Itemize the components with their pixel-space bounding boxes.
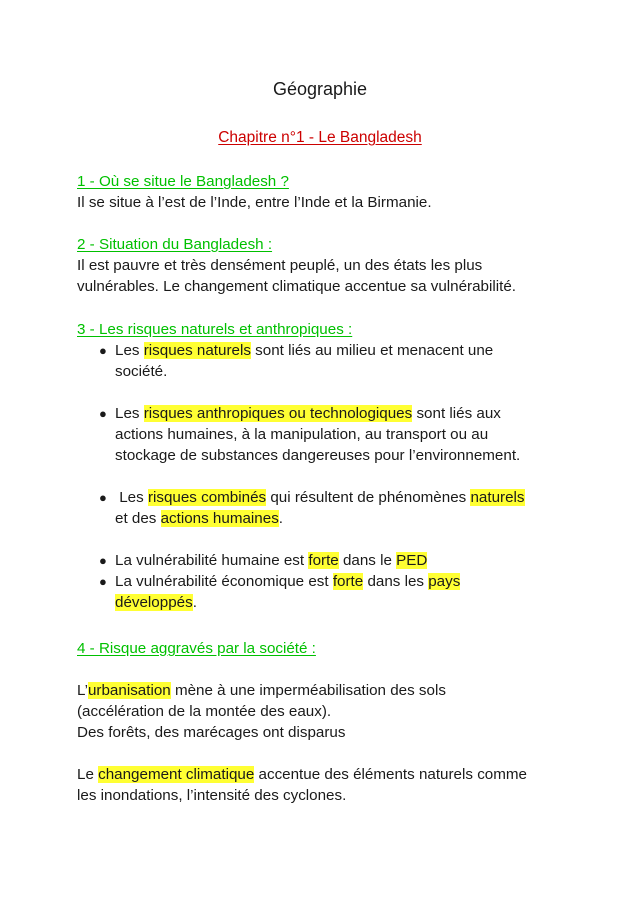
highlight: changement climatique [98,766,255,783]
bullet-icon: ● [99,490,107,505]
text-line: les inondations, l’intensité des cyclones. [77,787,347,804]
page-title: Géographie [272,79,368,99]
text-line: société. [115,363,168,380]
bullet-icon: ● [99,574,107,589]
text-fragment: La vulnérabilité humaine est [115,552,309,569]
text-fragment: qui résultent de phénomènes [266,489,471,506]
highlight: risques anthropiques ou technologiques [143,405,413,422]
section-2-heading: 2 - Situation du Bangladesh : [77,236,273,253]
text-line: stockage de substances dangereuses pour l’environnement. [115,447,521,464]
text-fragment: L’ [77,682,88,699]
bullet-icon: ● [99,343,107,358]
text-fragment: dans le [338,552,397,569]
chapter-title: Chapitre n°1 - Le Bangladesh [218,129,422,146]
section-2-line-2: vulnérables. Le changement climatique accentue sa vulnérabilité. [77,278,517,295]
section-1-heading: 1 - Où se situe le Bangladesh ? [77,173,289,190]
section-2 [77,234,577,297]
bullet-item [77,571,597,613]
text-fragment: Le [77,766,99,783]
text-fragment: Les [115,405,144,422]
text-fragment: La vulnérabilité économique est [115,573,333,590]
section-1 [77,171,577,213]
text-fragment: dans les [363,573,429,590]
bullet-item [77,487,597,529]
highlight: forte [308,552,339,569]
text-fragment: . [192,594,197,611]
section-3-heading: 3 - Les risques naturels et anthropiques : [77,321,353,338]
section-3-bullet-list [77,340,597,613]
section-3 [77,319,577,340]
text-line: Des forêts, des marécages ont disparus [77,724,346,741]
text-fragment: Les [115,489,148,506]
highlight: actions humaines [160,510,279,527]
text-fragment: sont liés aux [412,405,501,422]
section-1-text: Il se situe à l’est de l’Inde, entre l’Inde et la Birmanie. [77,194,432,211]
section-4-heading: 4 - Risque aggravés par la société : [77,640,316,657]
text-line: (accélération de la montée des eaux). [77,703,332,720]
highlight: PED [396,552,428,569]
text-line: actions humaines, à la manipulation, au transport ou au [115,426,489,443]
text-fragment: mène à une imperméabilisation des sols [170,682,446,699]
text-fragment: Les [115,342,144,359]
highlight: naturels [470,489,525,506]
bullet-item [77,403,597,466]
section-4 [77,638,577,806]
text-fragment: . [278,510,284,527]
highlight: pays [428,573,461,590]
bullet-item [77,340,597,382]
text-fragment: et des [115,510,161,527]
bullet-icon: ● [99,553,107,568]
highlight: risques naturels [143,342,251,359]
highlight: risques combinés [147,489,267,506]
highlight: développés [115,594,193,611]
highlight: forte [332,573,364,590]
text-fragment: accentue des éléments naturels comme [254,766,527,783]
text-fragment: sont liés au milieu et menacent une [250,342,494,359]
section-2-line-1: Il est pauvre et très densément peuplé, un des états les plus [77,257,483,274]
highlight: urbanisation [87,682,171,699]
bullet-item [77,550,597,571]
bullet-icon: ● [99,406,107,421]
